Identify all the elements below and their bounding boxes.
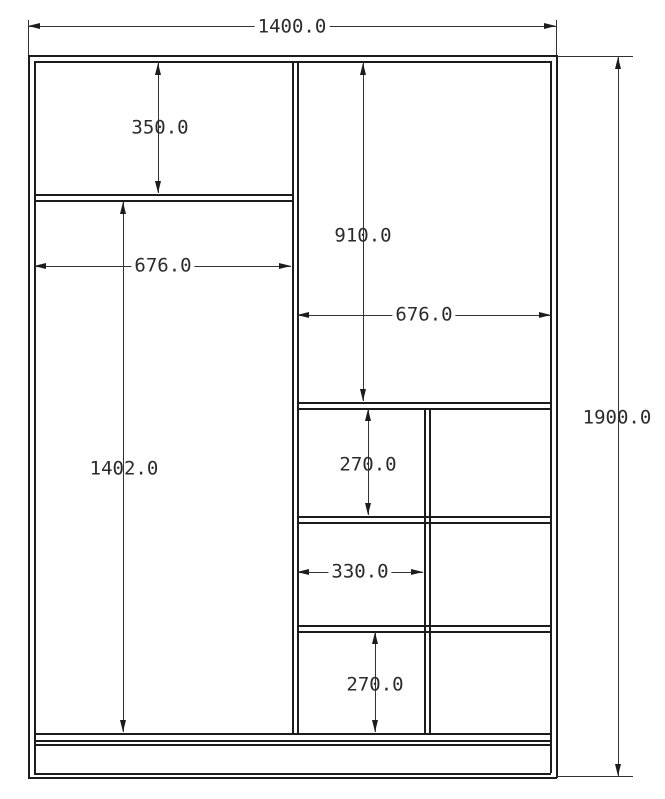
right-divider-right-line [429, 408, 431, 733]
arrowhead-270l-bottom [372, 720, 378, 732]
arrowhead-height-top [615, 57, 621, 69]
arrowhead-350-top [155, 63, 161, 75]
arrowhead-910-bottom [360, 389, 366, 401]
dim-1402-label: 1402.0 [89, 457, 159, 480]
dim-676-left-label: 676.0 [131, 257, 194, 276]
right-divider-left-line [424, 408, 426, 733]
right-shelf1-top-line [297, 402, 551, 404]
arrowhead-270u-bottom [365, 503, 371, 515]
center-partition-left-line [292, 61, 294, 733]
arrowhead-1402-top [120, 202, 126, 214]
left-shelf-bottom-line [34, 200, 292, 202]
arrowhead-350-bottom [155, 181, 161, 193]
inner-right-edge [550, 61, 552, 773]
bottom-panel-bottom-line [34, 744, 551, 746]
arrowhead-width-right [544, 23, 556, 29]
arrowhead-676R-left [297, 312, 309, 318]
arrowhead-676L-right [279, 263, 291, 269]
arrowhead-910-top [360, 63, 366, 75]
arrowhead-676R-right [539, 312, 551, 318]
right-shelf3-top-line [297, 625, 551, 627]
right-shelf2-bottom-line [297, 522, 551, 524]
dim-overall-height-label: 1900.0 [582, 406, 652, 429]
dim-270-upper-label: 270.0 [339, 453, 397, 476]
outer-left-edge [28, 55, 30, 778]
dim-350-label: 350.0 [131, 116, 189, 139]
arrowhead-676L-left [34, 263, 46, 269]
left-shelf-top-line [34, 194, 292, 196]
ext-line-height-bottom [557, 776, 633, 777]
plinth-bottom-line [34, 773, 551, 775]
arrowhead-1402-bottom [120, 720, 126, 732]
arrowhead-height-bottom [615, 764, 621, 776]
outer-right-edge [556, 55, 558, 778]
ext-line-width-right [556, 20, 557, 55]
bottom-panel-mid-line [34, 740, 551, 742]
ext-line-height-top [557, 56, 633, 57]
dim-330-label: 330.0 [328, 563, 391, 582]
outer-bottom-edge [28, 777, 557, 779]
arrowhead-330-right [411, 569, 423, 575]
dim-676-right-label: 676.0 [392, 306, 455, 325]
outer-top-edge [28, 55, 557, 57]
arrowhead-270u-top [365, 409, 371, 421]
bottom-panel-top-line [34, 733, 551, 735]
dim-overall-width-label: 1400.0 [255, 18, 330, 37]
right-shelf2-top-line [297, 516, 551, 518]
right-shelf3-bottom-line [297, 631, 551, 633]
arrowhead-width-left [28, 23, 40, 29]
dim-910-label: 910.0 [334, 224, 392, 247]
arrowhead-330-left [297, 569, 309, 575]
inner-left-edge [34, 61, 36, 773]
arrowhead-270l-top [372, 632, 378, 644]
dim-270-lower-label: 270.0 [346, 673, 404, 696]
